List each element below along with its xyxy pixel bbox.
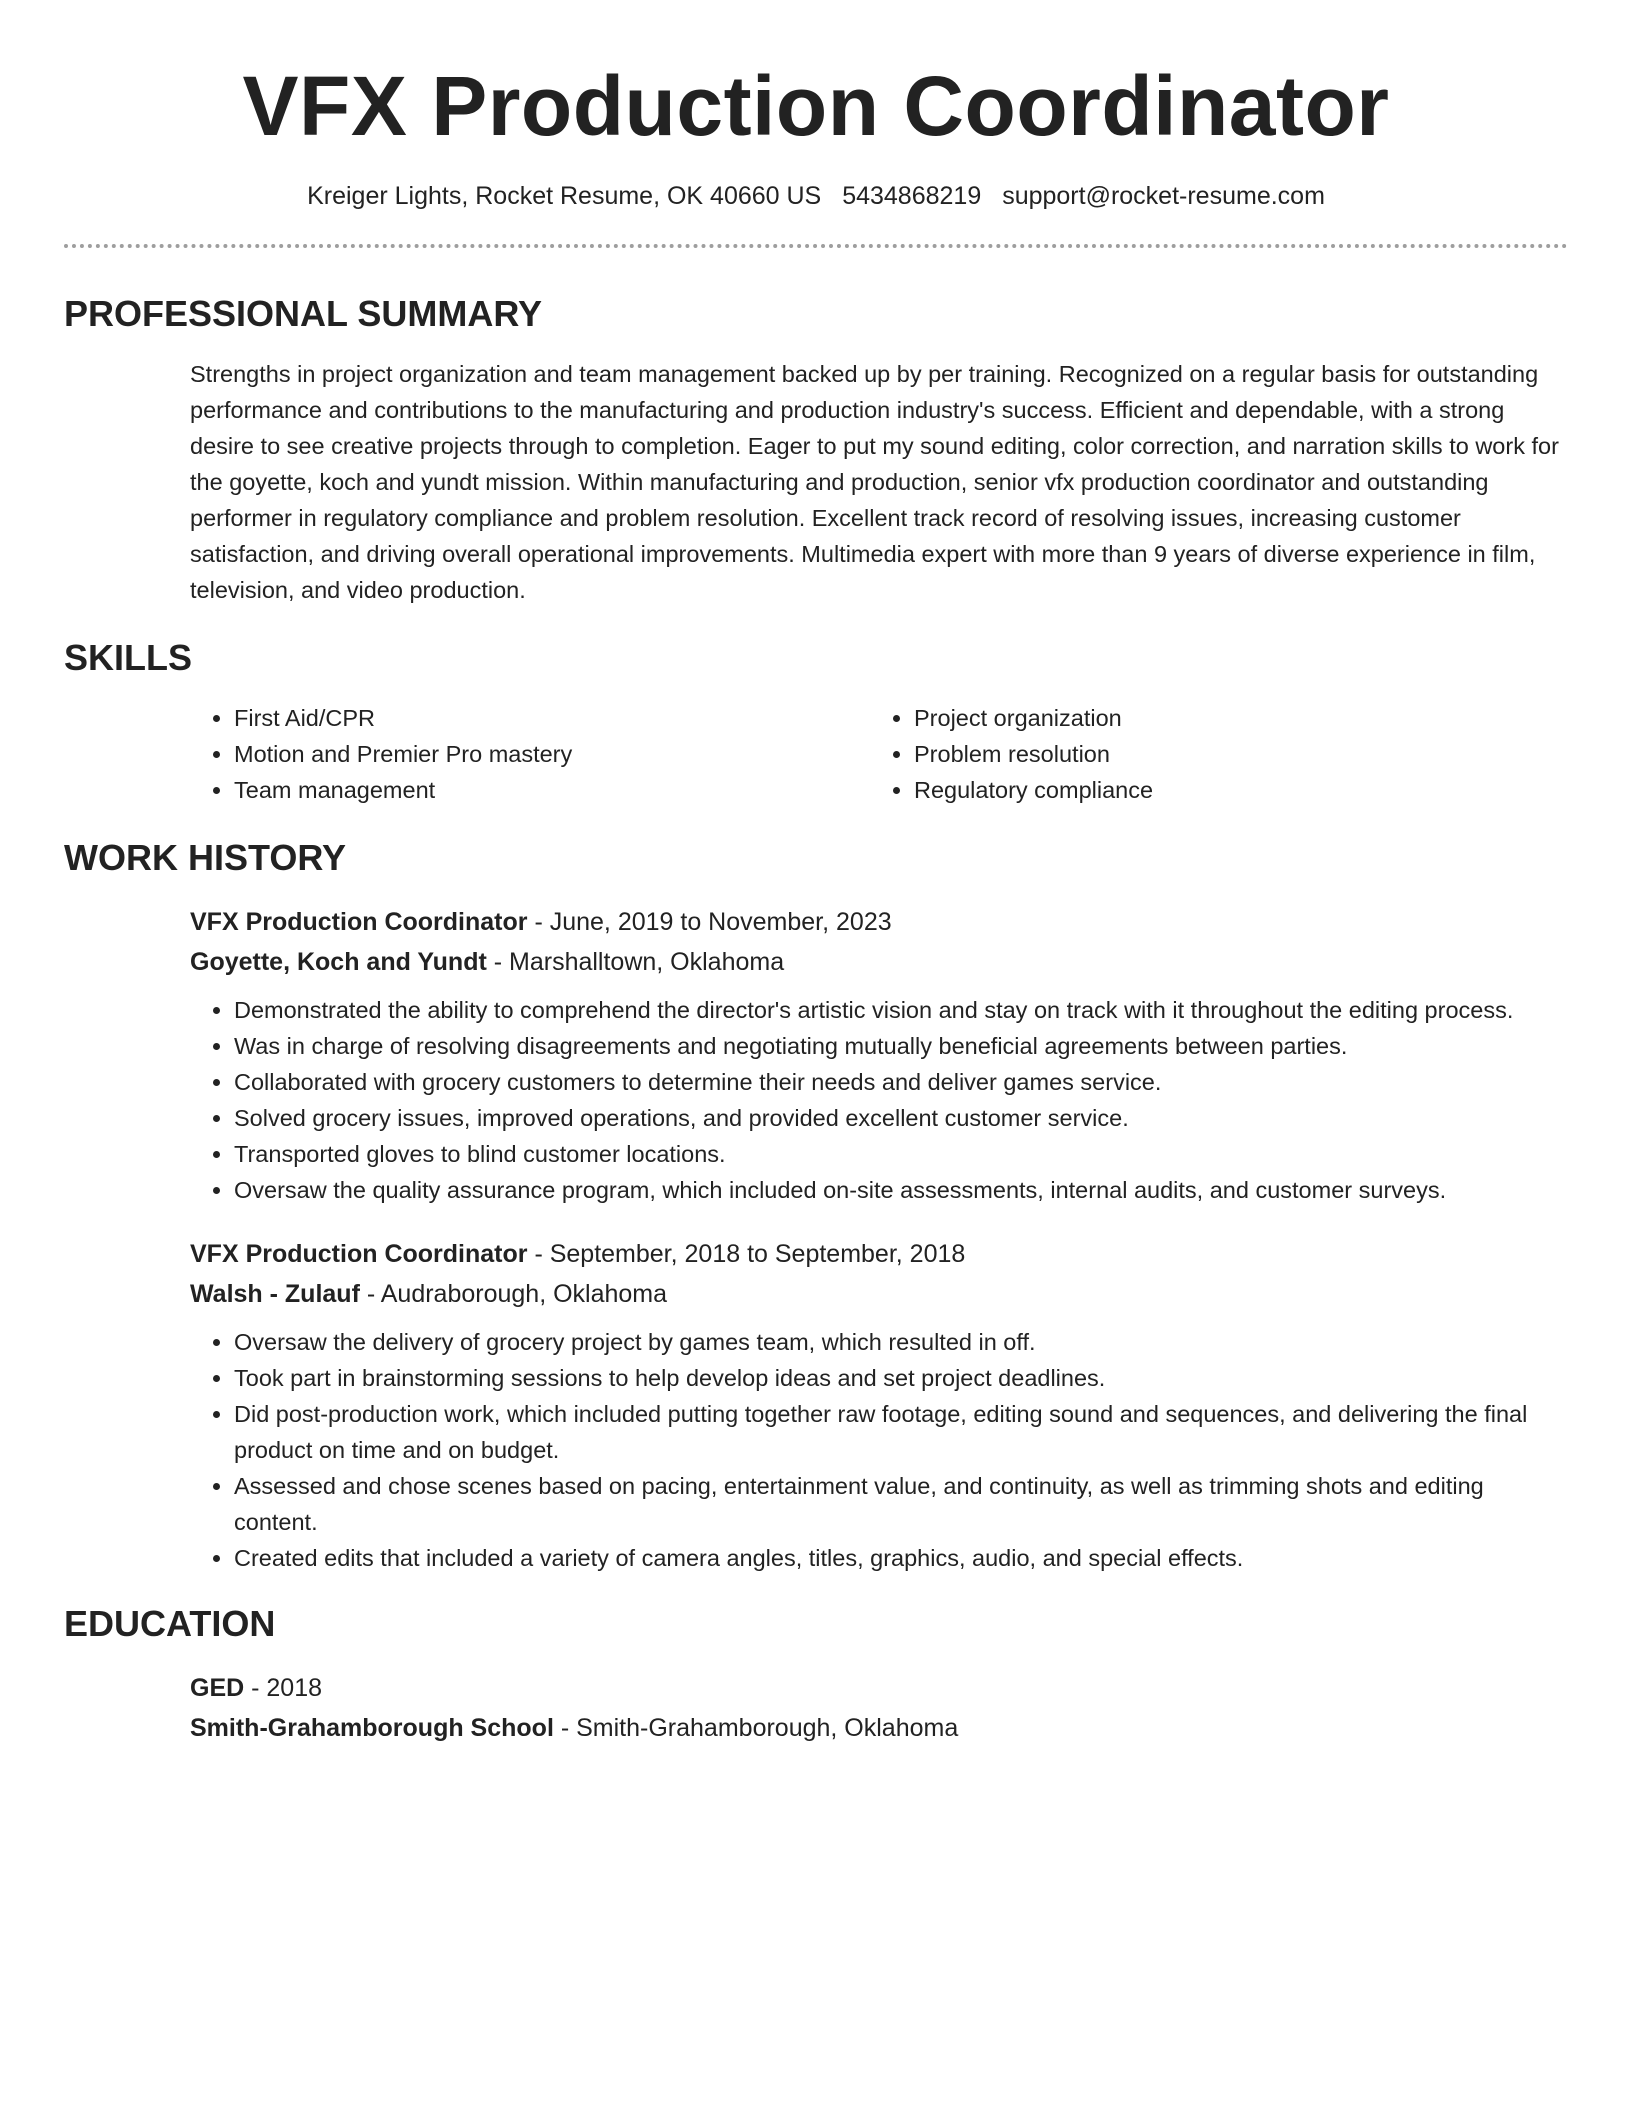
summary-section <box>64 356 1568 608</box>
duty-item: • Demonstrated the ability to comprehend the director's artistic vision and stay on track with it throughout the editing process. <box>234 992 1568 1028</box>
job-company: Goyette, Koch and Yundt <box>190 948 487 976</box>
summary-heading: PROFESSIONAL SUMMARY <box>64 293 543 334</box>
work-history-section <box>64 902 1568 1576</box>
school-location: - Smith-Grahamborough, Oklahoma <box>553 1714 959 1742</box>
skill-item: • Problem resolution <box>914 736 1153 772</box>
job-company-line <box>190 1274 1568 1314</box>
contact-phone: 5434868219 <box>842 182 982 210</box>
job-duties <box>190 992 1568 1208</box>
contact-line <box>64 180 1568 212</box>
duty-item: • Created edits that included a variety of camera angles, titles, graphics, audio, and special effects. <box>234 1540 1568 1576</box>
duty-item: • Collaborated with grocery customers to determine their needs and deliver games service. <box>234 1064 1568 1100</box>
job-title-line <box>190 902 1568 942</box>
skills-column-2 <box>870 700 1153 808</box>
duty-item: • Oversaw the quality assurance program, which included on-site assessments, internal audits, and customer surveys. <box>234 1172 1568 1208</box>
duty-item: • Took part in brainstorming sessions to help develop ideas and set project deadlines. <box>234 1360 1568 1396</box>
work-history-heading: WORK HISTORY <box>64 837 347 878</box>
header-divider <box>64 244 1568 248</box>
skills-section <box>64 700 1568 808</box>
summary-text: Strengths in project organization and team management backed up by per training. Recognized on a regular basis for outstanding performance and contributions to the manufacturing and production industry's success. Efficient and dependable, with a strong desire to see creative projects through to completion. Eager to put my sound editing, color correction, and narration skills to work for the goyette, koch and yundt mission. Within manufacturing and production, senior vfx production coordinator and outstanding performer in regulatory compliance and problem resolution. Excellent track record of resolving issues, increasing customer satisfaction, and driving overall operational improvements. Multimedia expert with more than 9 years of diverse experience in film, television, and video production. <box>190 361 1559 603</box>
job-company-line <box>190 942 1568 982</box>
skills-list <box>190 700 1568 808</box>
skill-item: • Project organization <box>914 700 1153 736</box>
job-role: VFX Production Coordinator <box>190 1240 528 1268</box>
degree-year: - 2018 <box>244 1674 323 1702</box>
candidate-name: VFX Production Coordinator <box>242 59 1390 153</box>
duty-item: • Transported gloves to blind customer locations. <box>234 1136 1568 1172</box>
job-dates: - September, 2018 to September, 2018 <box>527 1240 966 1268</box>
job-location: - Marshalltown, Oklahoma <box>486 948 785 976</box>
skill-item: • Motion and Premier Pro mastery <box>234 736 870 772</box>
job-duties <box>190 1324 1568 1576</box>
job-title-line <box>190 1234 1568 1274</box>
skills-column-1 <box>190 700 870 808</box>
degree-line <box>190 1668 1568 1708</box>
job-entry <box>190 902 1568 1208</box>
duty-item: • Did post-production work, which included putting together raw footage, editing sound and sequences, and delivering the final product on time and on budget. <box>234 1396 1568 1468</box>
job-dates: - June, 2019 to November, 2023 <box>527 908 892 936</box>
contact-address: Kreiger Lights, Rocket Resume, OK 40660 US <box>307 182 822 210</box>
skill-item: • Team management <box>234 772 870 808</box>
education-heading: EDUCATION <box>64 1603 276 1644</box>
duty-item: • Was in charge of resolving disagreements and negotiating mutually beneficial agreements between parties. <box>234 1028 1568 1064</box>
school-line <box>190 1708 1568 1748</box>
duty-item: • Oversaw the delivery of grocery project by games team, which resulted in off. <box>234 1324 1568 1360</box>
job-company: Walsh - Zulauf <box>190 1280 360 1308</box>
job-role: VFX Production Coordinator <box>190 908 528 936</box>
skills-heading: SKILLS <box>64 637 193 678</box>
school-name: Smith-Grahamborough School <box>190 1714 554 1742</box>
education-section <box>64 1668 1568 1748</box>
skill-item: • Regulatory compliance <box>914 772 1153 808</box>
contact-email: support@rocket-resume.com <box>1002 182 1325 210</box>
duty-item: • Assessed and chose scenes based on pacing, entertainment value, and continuity, as well as trimming shots and editing content. <box>234 1468 1568 1540</box>
degree-name: GED <box>190 1674 245 1702</box>
education-entry <box>190 1668 1568 1748</box>
job-entry <box>190 1234 1568 1576</box>
job-location: - Audraborough, Oklahoma <box>359 1280 668 1308</box>
skill-item: • First Aid/CPR <box>234 700 870 736</box>
duty-item: • Solved grocery issues, improved operations, and provided excellent customer service. <box>234 1100 1568 1136</box>
